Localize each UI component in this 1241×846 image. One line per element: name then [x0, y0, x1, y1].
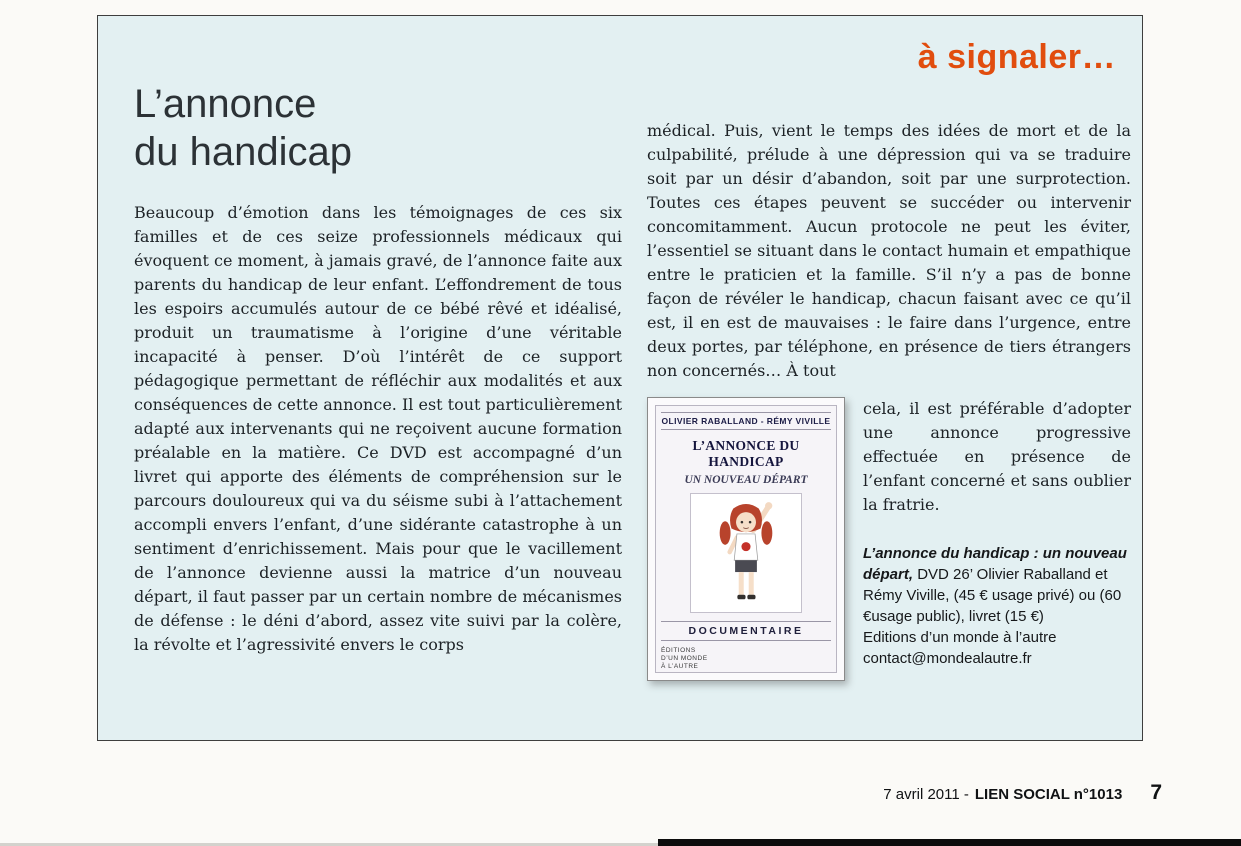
dvd-cover-publisher-line1: ÉDITIONS [661, 647, 696, 654]
dvd-cover-publisher [661, 647, 708, 671]
dvd-cover [647, 397, 845, 681]
body-paragraph-left: Beaucoup d’émotion dans les témoignages de ces six familles et de ces seize professionnels médicaux qui évoquent ce moment, à jamais gravé, de l’annonce faite aux parents du handicap de leur enfant. L’effondrement de tous les espoirs accumulés autour de ce bébé rêvé et idéalisé, produit un traumatisme à l’origine d’une véritable incapacité à penser. D’où l’intérêt de ce support pédagogique permettant de réfléchir aux modalités et aux conséquences de cette annonce. Il est tout particulièrement adapté aux intervenants qui ne reçoivent aucune formation préalable en la matière. Ce DVD est accompagné d’un livret qui apporte des éléments de compréhension sur le parcours douloureux qui va du séisme subi à l’attachement accompli envers l’enfant, d’une sidérante catastrophe à un sentiment d’enrichissement. Mais pour que le vacillement de l’annonce devienne aussi la matrice d’un nouveau départ, il faut passer par un certain nombre de mécanismes de défense : le déni d’abord, assez vite suivi par la colère, la révolte et l’agressivité envers le corps [134, 203, 622, 654]
dvd-cover-publisher-line3: À L’AUTRE [661, 663, 699, 670]
dvd-cover-inner [655, 405, 837, 673]
dvd-cover-title: L’ANNONCE DU HANDICAP [692, 438, 800, 469]
dvd-cover-genre: DOCUMENTAIRE [661, 621, 831, 641]
page-number: 7 [1150, 781, 1162, 804]
column-right [647, 119, 1131, 681]
page-footer [883, 781, 1162, 805]
media-row [647, 397, 1131, 681]
article-title [134, 80, 352, 176]
body-paragraph-wrap: cela, il est préférable d’adopter une annonce progressive effectuée en présence de l’enfant concerné et sans oublier la fratrie. [863, 399, 1131, 514]
caption-main [863, 543, 1131, 627]
article-panel [97, 15, 1143, 741]
caption-title: L’annonce du handicap : un nouveau départ, [863, 545, 1127, 583]
body-paragraph-right: médical. Puis, vient le temps des idées de mort et de la culpabilité, prélude à une dépression qui va se traduire soit par un désir d’abandon, soit par une surprotection. Toutes ces étapes peuvent se succéder ou intervenir concomitamment. Aucun protocole ne peut les éviter, l’essentiel se situant dans le contact humain et empathique entre le praticien et la famille. S’il n’y a pas de bonne façon de révéler le handicap, chacun faisant avec ce qu’il est, il en est de mauvaises : le faire dans l’urgence, entre deux portes, par téléphone, en présence de tiers étrangers non concernés… À tout [647, 121, 1131, 380]
scan-edge-dark [658, 839, 1241, 846]
dvd-cover-authors: OLIVIER RABALLAND - RÉMY VIVILLE [661, 412, 831, 430]
dvd-cover-publisher-line2: D’UN MONDE [661, 655, 708, 662]
column-left [134, 201, 622, 657]
dvd-caption [863, 543, 1131, 669]
media-right-stack [863, 397, 1131, 681]
caption-publisher: Editions d’un monde à l’autre [863, 629, 1057, 646]
girl-illustration-icon [696, 494, 796, 612]
article-title-line2: du handicap [134, 130, 352, 174]
caption-email: contact@mondealautre.fr [863, 650, 1032, 667]
dvd-cover-illustration [690, 493, 802, 613]
caption-details: DVD 26’ Olivier Raballand et Rémy Viville, (45 € usage privé) ou (60 €usage public), livret (15 €) [863, 566, 1122, 625]
article-title-line1: L’annonce [134, 82, 317, 126]
footer-issue: LIEN SOCIAL n°1013 [974, 786, 1123, 803]
section-label: à signaler… [917, 38, 1116, 76]
dvd-cover-subtitle: UN NOUVEAU DÉPART [684, 474, 808, 486]
footer-date: 7 avril 2011 - [883, 786, 969, 803]
